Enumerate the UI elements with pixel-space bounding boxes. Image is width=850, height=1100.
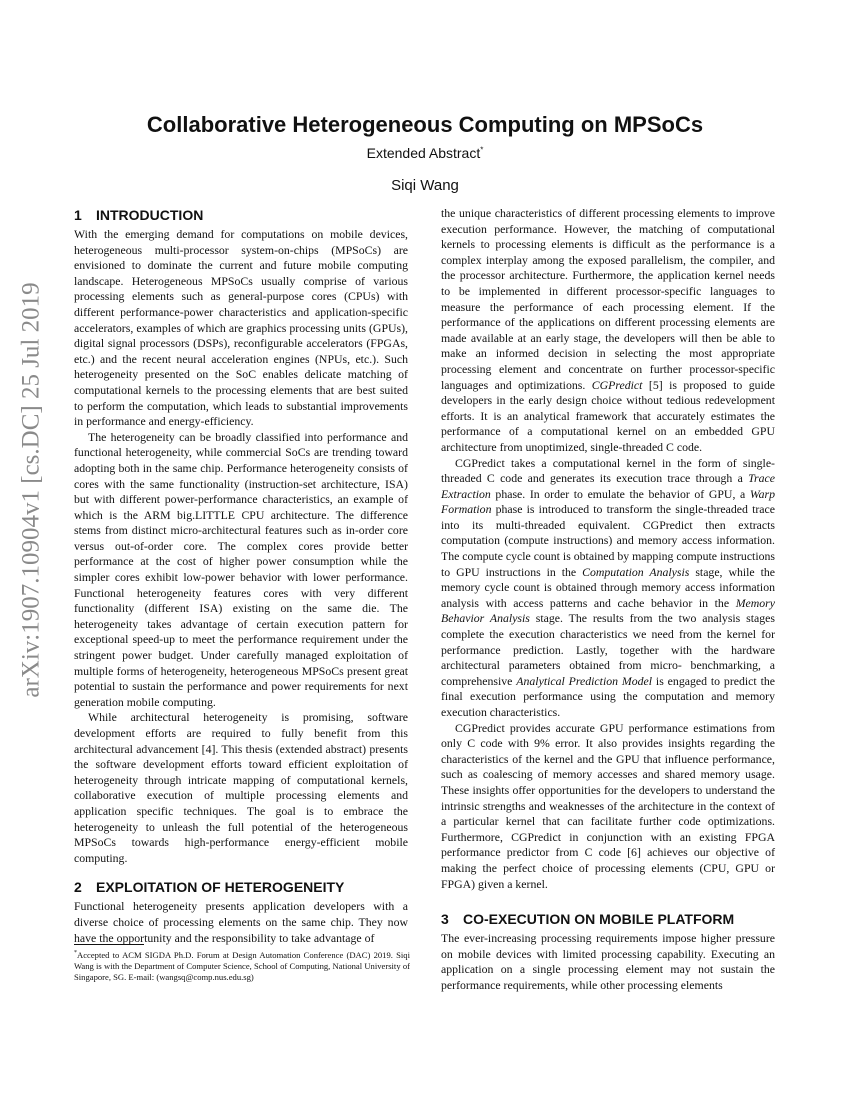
left-column xyxy=(74,206,408,946)
intro-paragraph-3: While architectural heterogeneity is promising, software development efforts are required to fully benefit from this architectural advancement [4]. This thesis (extended abstract) presents the software development efforts toward efficient exploitation of heterogeneity through intricate mapping of computational kernels, collaborative execution of multiple processing elements and application specific techniques. The goal is to embrace the heterogeneity to unleash the full potential of the heterogeneous MPSoCs towards high-performance energy-efficient mobile computing. xyxy=(74,710,408,865)
section-title: CO-EXECUTION ON MOBILE PLATFORM xyxy=(463,911,735,928)
exploitation-paragraph-1-continued: the unique characteristics of different processing elements to improve execution performance. However, the matching of computational kernels to processing elements is difficult as the performance is a complex interplay among the exposed parallelism, the compiler, and the processor architecture. Furthermore, the application kernel needs to be implemented in different processor-specific languages to measure the performance of each processing element. If the performance of the applications on different processing elements are made available at an early stage, the developers will then be able to make an informed decision in selecting the most appropriate processing element and concentrate on further processor-specific languages and optimizations. CGPredict [5] is proposed to guide developers in the early design choice without tedious redevelopment efforts. It is an analytical framework that accurately estimates the performance of a computational kernel on an embedded GPU architecture from unoptimized, single-threaded C code. xyxy=(441,206,775,454)
section-heading-introduction xyxy=(74,206,408,224)
exploitation-paragraph-2: CGPredict takes a computational kernel in the form of single-threaded C code and generates its execution trace through a Trace Extraction phase. In order to emulate the behavior of GPU, a Warp Formation phase is introduced to transform the single-threaded trace into its multi-threaded equivalent. CGPredict then extracts computation (compute instructions) and memory access information. The compute cycle count is obtained by mapping compute instructions to GPU instructions in the Computation Analysis stage, while the memory cycle count is obtained through memory access information analysis with access patterns and cache behavior in the Memory Behavior Analysis stage. The results from the two analysis stages complete the execution characteristics we need from the kernel for performance prediction. Lastly, together with the hardware architectural parameters obtained from micro- benchmarking, a comprehensive Analytical Prediction Model is engaged to predict the final execution performance using the computation and memory execution characteristics. xyxy=(441,455,775,719)
subtitle-text: Extended Abstract xyxy=(366,145,481,161)
arxiv-identifier-text: arXiv:1907.10904v1 [cs.DC] 25 Jul 2019 xyxy=(18,282,45,698)
footnote-mark: * xyxy=(74,950,77,956)
footnote xyxy=(74,944,410,983)
right-column xyxy=(441,206,775,994)
footnote-body: Accepted to ACM SIGDA Ph.D. Forum at Design Automation Conference (DAC) 2019. Siqi Wang is with the Department of Computer Science, School of Computing, National University of Singapore, SG. E-mail: (wangsq@comp.nus.edu.sg) xyxy=(74,949,410,982)
exploitation-paragraph-1: Functional heterogeneity presents application developers with a diverse choice of processing elements on the same chip. They now have the opportunity and the responsibility to take advantage of xyxy=(74,899,408,945)
arxiv-identifier xyxy=(8,260,56,720)
exploitation-paragraph-3: CGPredict provides accurate GPU performance estimations from only C code with 9% error. It also provides insights regarding the characteristics of the kernel and the GPU that influence performance, such as coalescing of memory accesses and shared memory usage. These insights offer opportunities for the developers to understand the intrinsic strengths and weaknesses of the architecture in the context of a particular kernel that can facilitate further code optimizations. Furthermore, CGPredict in conjunction with an existing FPGA performance predictor from C code [6] achieves our objective of making the perfect choice of processing elements (CPU, GPU or FPGA) given a kernel. xyxy=(441,720,775,891)
paper-subtitle xyxy=(0,145,850,161)
cgpredict-term: CGPredict xyxy=(591,377,643,392)
footnote-rule xyxy=(74,944,144,945)
section-heading-exploitation xyxy=(74,878,408,896)
section-number: 3 xyxy=(441,911,449,928)
section-title: EXPLOITATION OF HETEROGENEITY xyxy=(96,879,345,896)
intro-paragraph-1: With the emerging demand for computations on mobile devices, heterogeneous multi-processor system-on-chips (MPSoCs) are envisioned to dominate the current and future mobile computing landscape. Heterogeneous MPSoCs usually comprise of various processing elements such as general-purpose cores (CPUs) with different performance-power characteristics and application-specific accelerators, examples of which are graphics processing units (GPUs), digital signal processors (DSPs), reconfigurable accelerators (FPGAs, etc.) and the recent neural acceleration engines (NPUs, etc.). Such heterogeneity presented on the SoC enables delicate matching of computational kernels to the processing elements that are best suited to perform the computation, which leads to substantial improvements in performance and energy-efficiency. xyxy=(74,227,408,429)
paper-author: Siqi Wang xyxy=(391,177,459,194)
paper-title: Collaborative Heterogeneous Computing on MPSoCs xyxy=(146,112,704,137)
footnote-text xyxy=(74,948,410,983)
intro-paragraph-2: The heterogeneity can be broadly classified into performance and functional heterogeneity, while commercial SoCs are trending toward adopting both in the same chip. Performance heterogeneity consists of cores with the same functionality (instruction-set architecture, ISA) but with different power-performance characteristics, an example of which is the ARM big.LITTLE CPU architecture. The difference stems from distinct micro-architectural features such as in-order core versus out-of-order core. The complex cores provide better performance at the cost of higher power consumption while the simpler cores exhibit low-power behavior with lower performance. Functional heterogeneity features cores with very different functionality (different ISA) existing on the same die. The heterogeneity takes advantage of certain execution pattern for exceptional speed-up to meet the performance requirement under the stringent power budget. Under carefully managed exploitation of multiple forms of heterogeneity, heterogeneous MPSoCs present great potential to sustain the performance and power requirements for next generation mobile computing. xyxy=(74,429,408,709)
section-title: INTRODUCTION xyxy=(96,207,204,223)
subtitle-footnote-mark: * xyxy=(480,145,484,155)
co-execution-paragraph-1: The ever-increasing processing requirements impose higher pressure on mobile devices with limited processing capability. Executing an application on a single processing element may not sustain the performance requirements, while other processing elements xyxy=(441,931,775,992)
section-heading-co-execution xyxy=(441,910,775,928)
section-number: 1 xyxy=(74,207,82,223)
section-number: 2 xyxy=(74,879,82,896)
